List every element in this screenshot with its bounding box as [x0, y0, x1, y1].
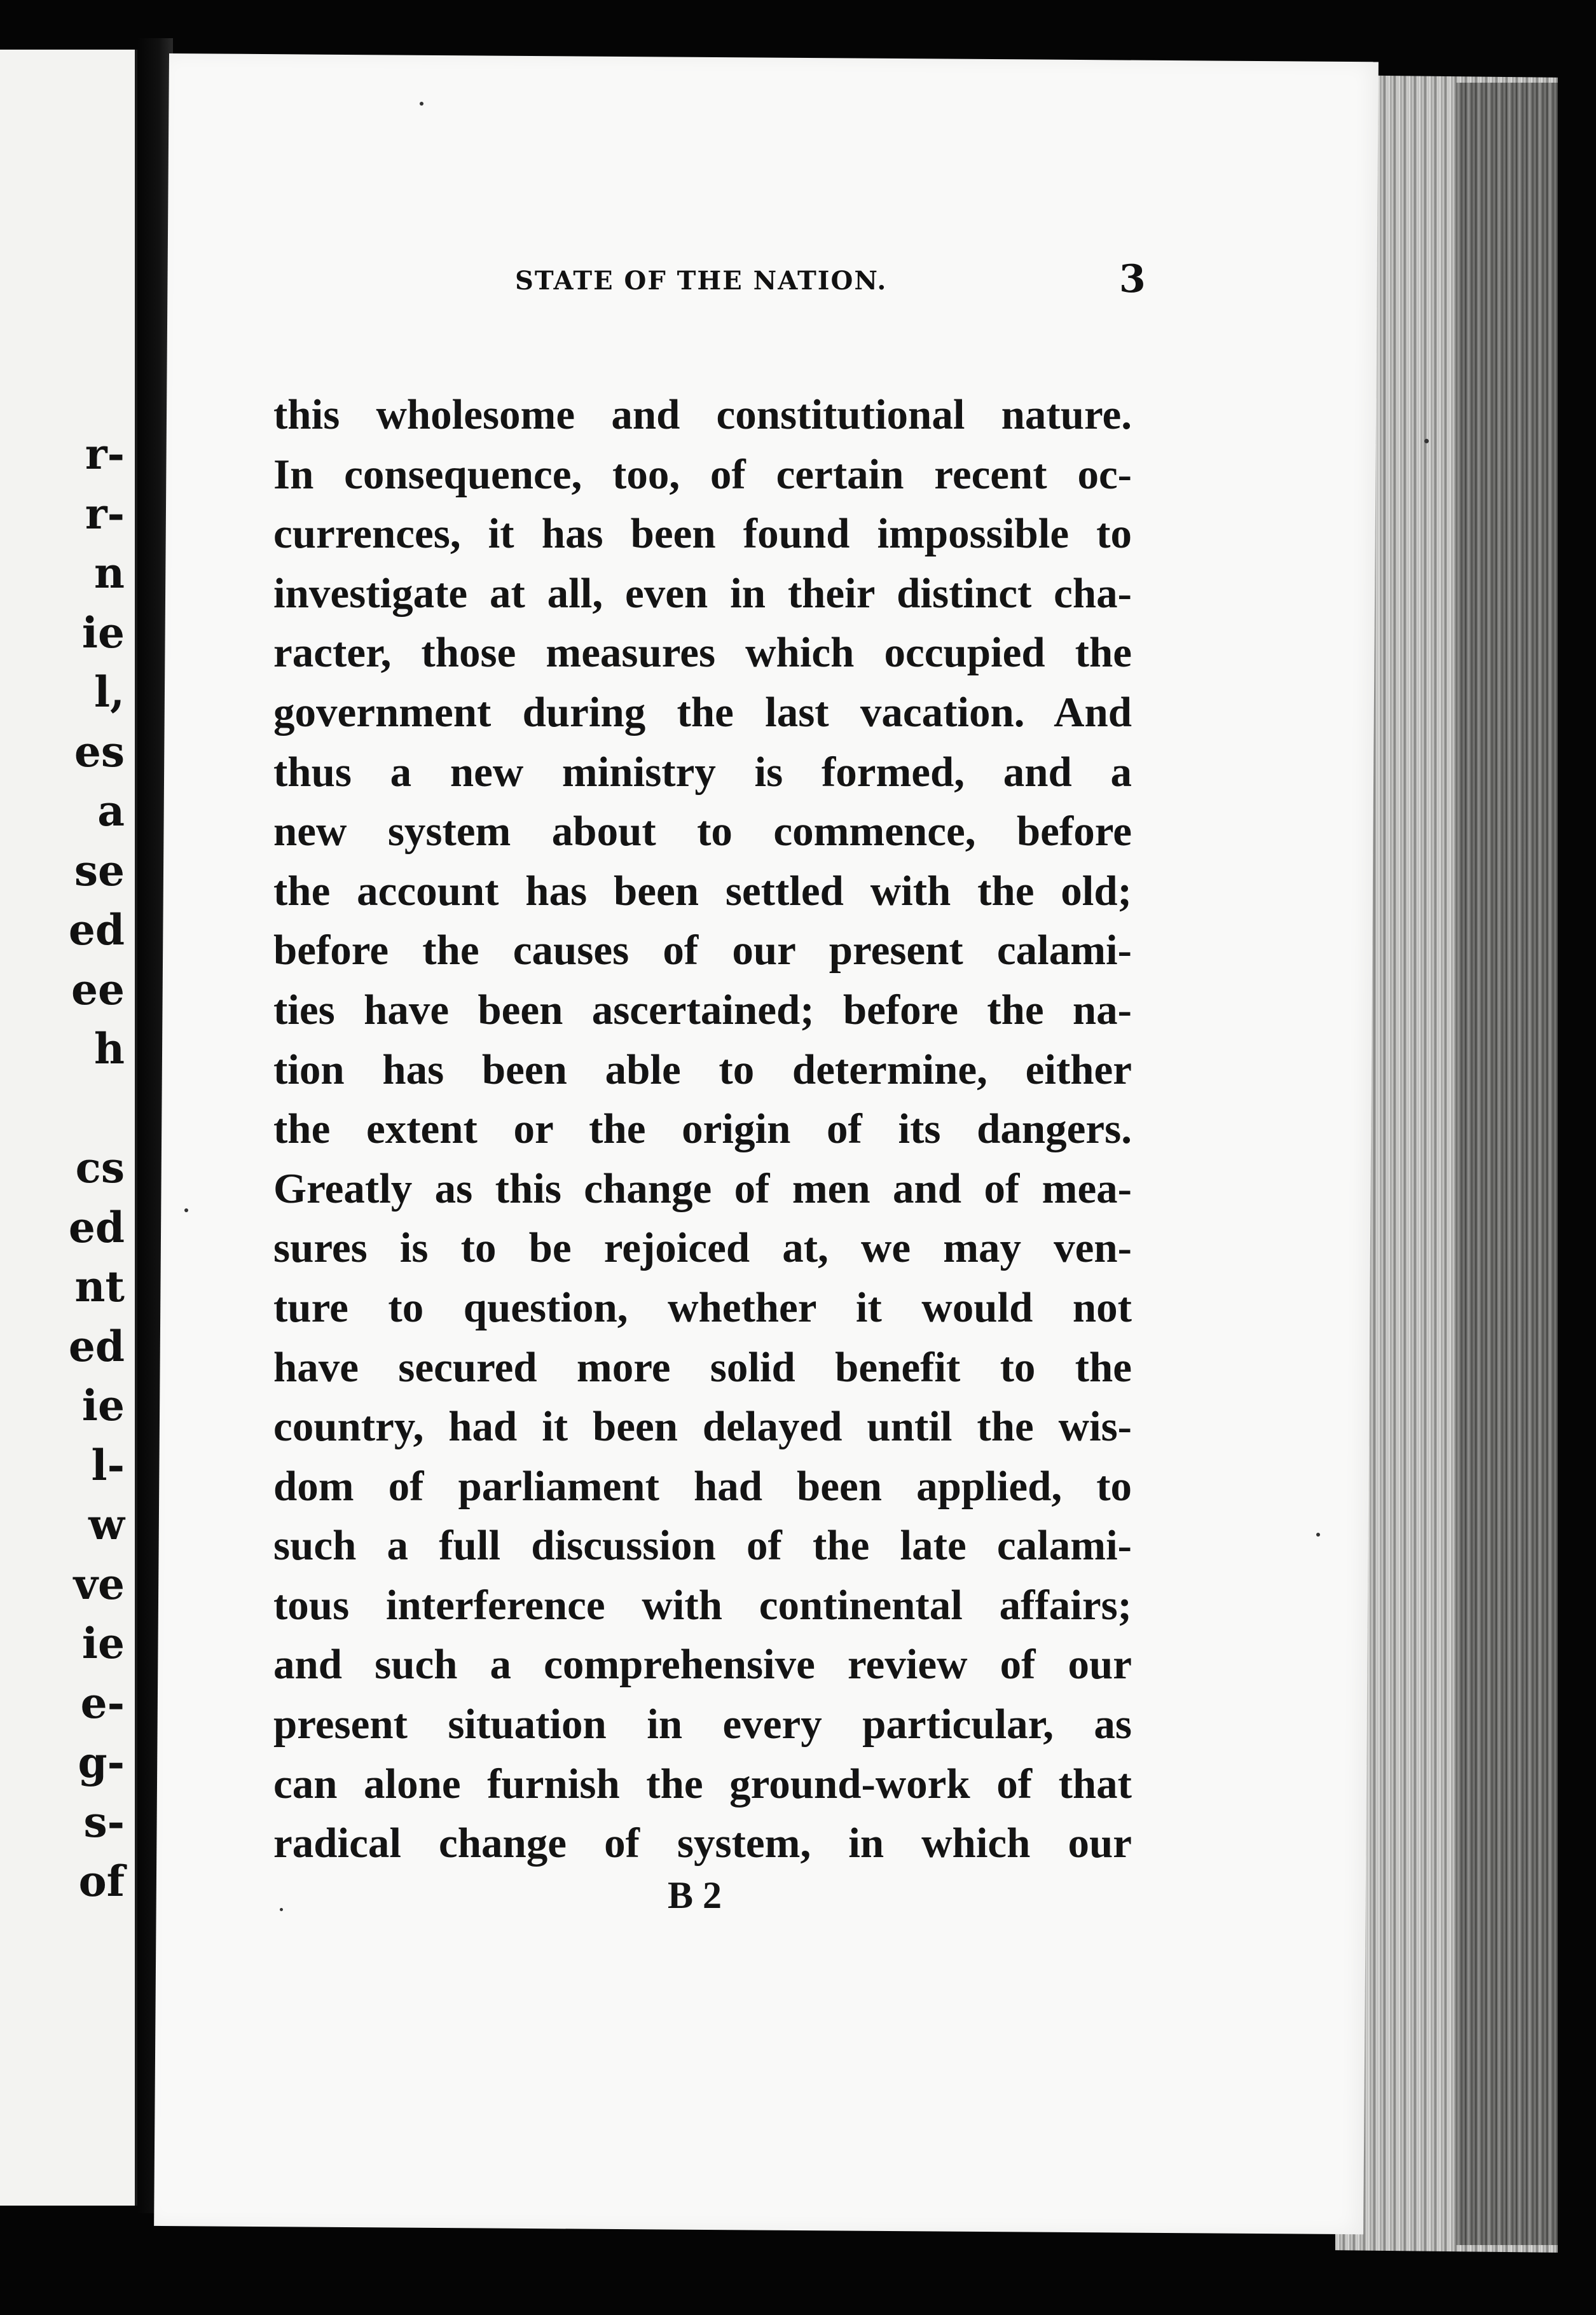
- previous-page: [0, 50, 137, 2206]
- text-line: thus a new ministry is formed, and a: [273, 748, 1132, 796]
- paper-speck: [420, 102, 423, 106]
- fragment-line: e-: [80, 1678, 125, 1728]
- fragment-line: l,: [93, 667, 125, 717]
- text-line: new system about to commence, before: [273, 808, 1132, 855]
- fragment-line: nt: [74, 1262, 125, 1311]
- text-line: and such a comprehensive review of our: [273, 1641, 1132, 1689]
- running-head: [343, 252, 1234, 309]
- running-head-title: STATE OF THE NATION.: [515, 266, 888, 296]
- text-line: such a full discussion of the late calami-: [273, 1522, 1132, 1570]
- fragment-line: r-: [85, 429, 125, 479]
- text-line: tion has been able to determine, either: [273, 1046, 1132, 1093]
- fragment-line: ee: [71, 964, 125, 1014]
- fragment-line: s-: [83, 1797, 125, 1847]
- text-line: this wholesome and constitutional nature.: [273, 391, 1132, 438]
- text-line: the extent or the origin of its dangers.: [273, 1105, 1132, 1153]
- fragment-line: r-: [85, 488, 125, 539]
- text-line: radical change of system, in which our: [273, 1820, 1132, 1867]
- text-line: Greatly as this change of men and of mea-: [273, 1164, 1132, 1212]
- fragment-line: ie: [81, 1619, 125, 1668]
- fragment-line: ie: [81, 1381, 125, 1430]
- text-line: the account has been settled with the old;: [273, 867, 1132, 915]
- fragment-line: w: [88, 1500, 125, 1549]
- fragment-line: l-: [91, 1440, 125, 1490]
- body-text: [273, 385, 1132, 1874]
- fragment-line: ie: [81, 607, 125, 658]
- fragment-line: [0, 1079, 127, 1139]
- paper-speck: [1424, 439, 1429, 443]
- text-line: dom of parliament had been applied, to: [273, 1462, 1132, 1510]
- fragment-line: ed: [68, 1202, 125, 1252]
- fragment-line: ve: [73, 1559, 125, 1609]
- fragment-line: g-: [78, 1738, 125, 1787]
- fragment-line: se: [74, 845, 125, 895]
- text-line: have secured more solid benefit to the: [273, 1343, 1132, 1391]
- fragment-line: es: [74, 726, 125, 777]
- text-line: before the causes of our present calami-: [273, 927, 1132, 974]
- text-line: country, had it been delayed until the wis-: [273, 1403, 1132, 1451]
- text-line: tous interference with continental affairs;: [273, 1581, 1132, 1629]
- fragment-line: ed: [68, 905, 125, 955]
- text-line: currences, it has been found impossible to: [273, 510, 1132, 558]
- fragment-line: cs: [75, 1143, 125, 1192]
- fragment-line: a: [97, 786, 125, 836]
- text-line: ties have been ascertained; before the na-: [273, 986, 1132, 1033]
- paper-speck: [280, 1908, 283, 1911]
- text-line: investigate at all, even in their distinct cha-: [273, 569, 1132, 617]
- fragment-line: of: [78, 1856, 125, 1906]
- fragment-line: n: [94, 548, 125, 598]
- paper-speck: [1316, 1533, 1320, 1537]
- paper-speck: [184, 1208, 188, 1212]
- text-line: government during the last vacation. And: [273, 688, 1132, 736]
- fragment-line: h: [94, 1024, 125, 1074]
- text-line: present situation in every particular, as: [273, 1701, 1132, 1748]
- page-number: 3: [1119, 257, 1147, 301]
- text-line: racter, those measures which occupied the: [273, 629, 1132, 677]
- fragment-line: ed: [68, 1321, 125, 1371]
- page-block-edge-shadow: [1456, 83, 1558, 2245]
- text-line: can alone furnish the ground-work of that: [273, 1760, 1132, 1807]
- text-line: In consequence, too, of certain recent oc-: [273, 450, 1132, 498]
- text-line: ture to question, whether it would not: [273, 1283, 1132, 1331]
- signature-mark: B 2: [668, 1874, 722, 1916]
- previous-page-text-fragments: [0, 425, 127, 1912]
- text-line: sures is to be rejoiced at, we may ven-: [273, 1224, 1132, 1272]
